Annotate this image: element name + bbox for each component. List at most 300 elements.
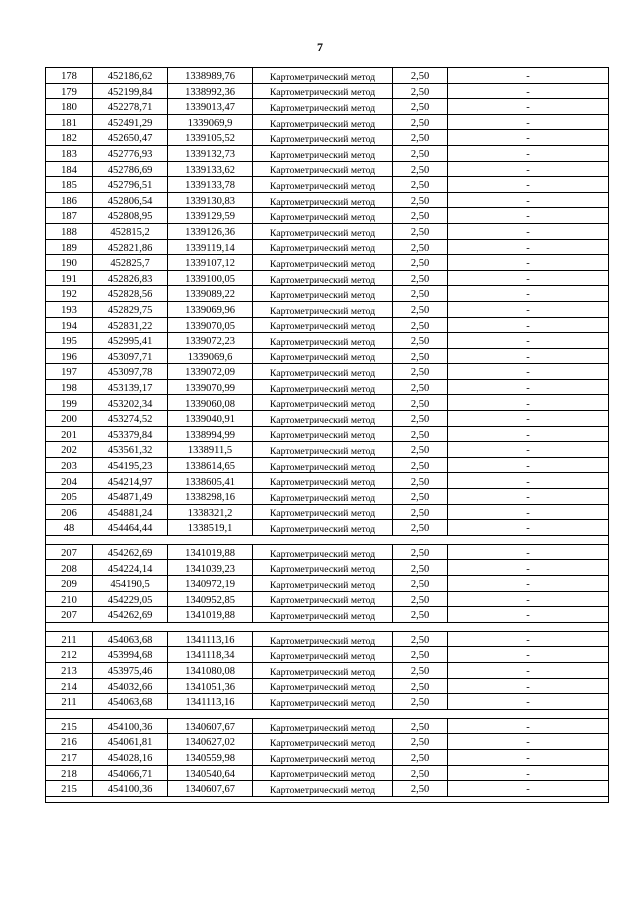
- table-row: [46, 83, 609, 99]
- point-number-cell: 194: [46, 317, 93, 333]
- method-cell: Картометрический метод: [253, 114, 393, 130]
- point-number-cell: 206: [46, 504, 93, 520]
- coordinates-table-body: [46, 68, 609, 803]
- x-coordinate-cell: 453274,52: [93, 411, 168, 427]
- precision-cell: 2,50: [393, 749, 448, 765]
- x-coordinate-cell: 452650,47: [93, 130, 168, 146]
- method-cell: Картометрический метод: [253, 607, 393, 623]
- y-coordinate-cell: 1339072,09: [168, 364, 253, 380]
- point-number-cell: 199: [46, 395, 93, 411]
- description-cell: -: [448, 270, 609, 286]
- block-separator-row: [46, 622, 609, 631]
- method-cell: Картометрический метод: [253, 411, 393, 427]
- description-cell: -: [448, 560, 609, 576]
- description-cell: -: [448, 239, 609, 255]
- precision-cell: 2,50: [393, 114, 448, 130]
- description-cell: -: [448, 544, 609, 560]
- description-cell: -: [448, 426, 609, 442]
- y-coordinate-cell: 1339040,91: [168, 411, 253, 427]
- x-coordinate-cell: 454871,49: [93, 489, 168, 505]
- description-cell: -: [448, 457, 609, 473]
- y-coordinate-cell: 1339133,78: [168, 177, 253, 193]
- y-coordinate-cell: 1339130,83: [168, 192, 253, 208]
- table-row: [46, 504, 609, 520]
- precision-cell: 2,50: [393, 765, 448, 781]
- x-coordinate-cell: 454190,5: [93, 576, 168, 592]
- block-separator-row: [46, 535, 609, 544]
- method-cell: Картометрический метод: [253, 457, 393, 473]
- table-row: [46, 560, 609, 576]
- table-row: [46, 426, 609, 442]
- x-coordinate-cell: 452491,29: [93, 114, 168, 130]
- description-cell: -: [448, 473, 609, 489]
- method-cell: Картометрический метод: [253, 718, 393, 734]
- method-cell: Картометрический метод: [253, 734, 393, 750]
- x-coordinate-cell: 453561,32: [93, 442, 168, 458]
- x-coordinate-cell: 453139,17: [93, 379, 168, 395]
- table-row: [46, 286, 609, 302]
- precision-cell: 2,50: [393, 781, 448, 797]
- x-coordinate-cell: 454262,69: [93, 544, 168, 560]
- method-cell: Картометрический метод: [253, 255, 393, 271]
- x-coordinate-cell: 452796,51: [93, 177, 168, 193]
- description-cell: -: [448, 223, 609, 239]
- method-cell: Картометрический метод: [253, 348, 393, 364]
- description-cell: -: [448, 83, 609, 99]
- precision-cell: 2,50: [393, 83, 448, 99]
- precision-cell: 2,50: [393, 591, 448, 607]
- table-row: [46, 68, 609, 84]
- point-number-cell: 198: [46, 379, 93, 395]
- method-cell: Картометрический метод: [253, 781, 393, 797]
- precision-cell: 2,50: [393, 489, 448, 505]
- x-coordinate-cell: 454063,68: [93, 694, 168, 710]
- table-end-row: [46, 796, 609, 802]
- table-row: [46, 473, 609, 489]
- point-number-cell: 204: [46, 473, 93, 489]
- table-row: [46, 145, 609, 161]
- table-end-cell: [46, 796, 609, 802]
- y-coordinate-cell: 1339126,36: [168, 223, 253, 239]
- x-coordinate-cell: 454224,14: [93, 560, 168, 576]
- point-number-cell: 207: [46, 607, 93, 623]
- precision-cell: 2,50: [393, 145, 448, 161]
- x-coordinate-cell: 454100,36: [93, 718, 168, 734]
- y-coordinate-cell: 1339013,47: [168, 99, 253, 115]
- point-number-cell: 197: [46, 364, 93, 380]
- y-coordinate-cell: 1339069,9: [168, 114, 253, 130]
- description-cell: -: [448, 68, 609, 84]
- table-row: [46, 333, 609, 349]
- table-row: [46, 544, 609, 560]
- y-coordinate-cell: 1338519,1: [168, 520, 253, 536]
- table-row: [46, 734, 609, 750]
- precision-cell: 2,50: [393, 348, 448, 364]
- description-cell: -: [448, 395, 609, 411]
- method-cell: Картометрический метод: [253, 177, 393, 193]
- x-coordinate-cell: 454464,44: [93, 520, 168, 536]
- precision-cell: 2,50: [393, 718, 448, 734]
- description-cell: -: [448, 114, 609, 130]
- point-number-cell: 201: [46, 426, 93, 442]
- point-number-cell: 193: [46, 301, 93, 317]
- separator-cell: [46, 622, 609, 631]
- method-cell: Картометрический метод: [253, 161, 393, 177]
- table-row: [46, 631, 609, 647]
- description-cell: -: [448, 411, 609, 427]
- method-cell: Картометрический метод: [253, 364, 393, 380]
- precision-cell: 2,50: [393, 734, 448, 750]
- y-coordinate-cell: 1340559,98: [168, 749, 253, 765]
- y-coordinate-cell: 1339060,08: [168, 395, 253, 411]
- x-coordinate-cell: 454032,66: [93, 678, 168, 694]
- precision-cell: 2,50: [393, 255, 448, 271]
- y-coordinate-cell: 1341051,36: [168, 678, 253, 694]
- y-coordinate-cell: 1339072,23: [168, 333, 253, 349]
- method-cell: Картометрический метод: [253, 395, 393, 411]
- point-number-cell: 218: [46, 765, 93, 781]
- method-cell: Картометрический метод: [253, 442, 393, 458]
- x-coordinate-cell: 452806,54: [93, 192, 168, 208]
- method-cell: Картометрический метод: [253, 301, 393, 317]
- y-coordinate-cell: 1341113,16: [168, 694, 253, 710]
- point-number-cell: 207: [46, 544, 93, 560]
- method-cell: Картометрический метод: [253, 286, 393, 302]
- table-row: [46, 177, 609, 193]
- y-coordinate-cell: 1338911,5: [168, 442, 253, 458]
- x-coordinate-cell: 454063,68: [93, 631, 168, 647]
- description-cell: -: [448, 317, 609, 333]
- method-cell: Картометрический метод: [253, 662, 393, 678]
- description-cell: -: [448, 286, 609, 302]
- point-number-cell: 215: [46, 718, 93, 734]
- point-number-cell: 212: [46, 647, 93, 663]
- method-cell: Картометрический метод: [253, 489, 393, 505]
- description-cell: -: [448, 749, 609, 765]
- point-number-cell: 195: [46, 333, 93, 349]
- description-cell: -: [448, 379, 609, 395]
- point-number-cell: 178: [46, 68, 93, 84]
- precision-cell: 2,50: [393, 457, 448, 473]
- x-coordinate-cell: 452808,95: [93, 208, 168, 224]
- table-row: [46, 208, 609, 224]
- x-coordinate-cell: 454229,05: [93, 591, 168, 607]
- x-coordinate-cell: 454195,23: [93, 457, 168, 473]
- y-coordinate-cell: 1340607,67: [168, 781, 253, 797]
- table-row: [46, 520, 609, 536]
- description-cell: -: [448, 607, 609, 623]
- y-coordinate-cell: 1341080,08: [168, 662, 253, 678]
- point-number-cell: 192: [46, 286, 93, 302]
- method-cell: Картометрический метод: [253, 647, 393, 663]
- point-number-cell: 191: [46, 270, 93, 286]
- method-cell: Картометрический метод: [253, 83, 393, 99]
- description-cell: -: [448, 520, 609, 536]
- precision-cell: 2,50: [393, 426, 448, 442]
- x-coordinate-cell: 454262,69: [93, 607, 168, 623]
- point-number-cell: 211: [46, 694, 93, 710]
- table-row: [46, 114, 609, 130]
- point-number-cell: 179: [46, 83, 93, 99]
- y-coordinate-cell: 1339119,14: [168, 239, 253, 255]
- point-number-cell: 183: [46, 145, 93, 161]
- x-coordinate-cell: 454066,71: [93, 765, 168, 781]
- point-number-cell: 180: [46, 99, 93, 115]
- y-coordinate-cell: 1339070,05: [168, 317, 253, 333]
- point-number-cell: 208: [46, 560, 93, 576]
- x-coordinate-cell: 454881,24: [93, 504, 168, 520]
- precision-cell: 2,50: [393, 647, 448, 663]
- description-cell: -: [448, 647, 609, 663]
- y-coordinate-cell: 1338994,99: [168, 426, 253, 442]
- precision-cell: 2,50: [393, 270, 448, 286]
- precision-cell: 2,50: [393, 317, 448, 333]
- method-cell: Картометрический метод: [253, 591, 393, 607]
- description-cell: -: [448, 192, 609, 208]
- point-number-cell: 203: [46, 457, 93, 473]
- point-number-cell: 190: [46, 255, 93, 271]
- method-cell: Картометрический метод: [253, 749, 393, 765]
- y-coordinate-cell: 1338321,2: [168, 504, 253, 520]
- precision-cell: 2,50: [393, 99, 448, 115]
- table-row: [46, 239, 609, 255]
- coordinates-table: [45, 67, 609, 803]
- point-number-cell: 200: [46, 411, 93, 427]
- point-number-cell: 205: [46, 489, 93, 505]
- description-cell: -: [448, 364, 609, 380]
- point-number-cell: 211: [46, 631, 93, 647]
- description-cell: -: [448, 177, 609, 193]
- x-coordinate-cell: 452815,2: [93, 223, 168, 239]
- method-cell: Картометрический метод: [253, 765, 393, 781]
- method-cell: Картометрический метод: [253, 544, 393, 560]
- precision-cell: 2,50: [393, 631, 448, 647]
- table-row: [46, 270, 609, 286]
- x-coordinate-cell: 453202,34: [93, 395, 168, 411]
- description-cell: -: [448, 694, 609, 710]
- method-cell: Картометрический метод: [253, 99, 393, 115]
- x-coordinate-cell: 452826,83: [93, 270, 168, 286]
- point-number-cell: 188: [46, 223, 93, 239]
- description-cell: -: [448, 99, 609, 115]
- description-cell: -: [448, 678, 609, 694]
- method-cell: Картометрический метод: [253, 130, 393, 146]
- method-cell: Картометрический метод: [253, 379, 393, 395]
- method-cell: Картометрический метод: [253, 631, 393, 647]
- table-row: [46, 364, 609, 380]
- point-number-cell: 217: [46, 749, 93, 765]
- table-row: [46, 442, 609, 458]
- description-cell: -: [448, 161, 609, 177]
- y-coordinate-cell: 1338614,65: [168, 457, 253, 473]
- y-coordinate-cell: 1339069,96: [168, 301, 253, 317]
- description-cell: -: [448, 301, 609, 317]
- precision-cell: 2,50: [393, 678, 448, 694]
- description-cell: -: [448, 333, 609, 349]
- point-number-cell: 182: [46, 130, 93, 146]
- x-coordinate-cell: 454214,97: [93, 473, 168, 489]
- table-row: [46, 130, 609, 146]
- precision-cell: 2,50: [393, 694, 448, 710]
- precision-cell: 2,50: [393, 544, 448, 560]
- table-row: [46, 301, 609, 317]
- method-cell: Картометрический метод: [253, 576, 393, 592]
- description-cell: -: [448, 781, 609, 797]
- separator-cell: [46, 709, 609, 718]
- table-row: [46, 255, 609, 271]
- y-coordinate-cell: 1338992,36: [168, 83, 253, 99]
- x-coordinate-cell: 454061,81: [93, 734, 168, 750]
- precision-cell: 2,50: [393, 177, 448, 193]
- method-cell: Картометрический метод: [253, 426, 393, 442]
- point-number-cell: 196: [46, 348, 93, 364]
- table-row: [46, 607, 609, 623]
- x-coordinate-cell: 452786,69: [93, 161, 168, 177]
- table-row: [46, 718, 609, 734]
- y-coordinate-cell: 1339107,12: [168, 255, 253, 271]
- x-coordinate-cell: 452776,93: [93, 145, 168, 161]
- point-number-cell: 185: [46, 177, 93, 193]
- y-coordinate-cell: 1339132,73: [168, 145, 253, 161]
- y-coordinate-cell: 1340627,02: [168, 734, 253, 750]
- precision-cell: 2,50: [393, 411, 448, 427]
- point-number-cell: 48: [46, 520, 93, 536]
- table-row: [46, 99, 609, 115]
- y-coordinate-cell: 1339129,59: [168, 208, 253, 224]
- table-row: [46, 678, 609, 694]
- x-coordinate-cell: 452828,56: [93, 286, 168, 302]
- description-cell: -: [448, 145, 609, 161]
- method-cell: Картометрический метод: [253, 473, 393, 489]
- method-cell: Картометрический метод: [253, 223, 393, 239]
- precision-cell: 2,50: [393, 395, 448, 411]
- table-row: [46, 576, 609, 592]
- table-row: [46, 647, 609, 663]
- y-coordinate-cell: 1339070,99: [168, 379, 253, 395]
- precision-cell: 2,50: [393, 364, 448, 380]
- x-coordinate-cell: 453975,46: [93, 662, 168, 678]
- y-coordinate-cell: 1339105,52: [168, 130, 253, 146]
- y-coordinate-cell: 1339133,62: [168, 161, 253, 177]
- y-coordinate-cell: 1341039,23: [168, 560, 253, 576]
- precision-cell: 2,50: [393, 662, 448, 678]
- x-coordinate-cell: 453097,78: [93, 364, 168, 380]
- table-row: [46, 591, 609, 607]
- table-row: [46, 749, 609, 765]
- table-row: [46, 765, 609, 781]
- table-row: [46, 662, 609, 678]
- description-cell: -: [448, 130, 609, 146]
- y-coordinate-cell: 1341118,34: [168, 647, 253, 663]
- table-row: [46, 192, 609, 208]
- page-number: 7: [317, 40, 323, 54]
- table-row: [46, 395, 609, 411]
- point-number-cell: 181: [46, 114, 93, 130]
- method-cell: Картометрический метод: [253, 504, 393, 520]
- separator-cell: [46, 535, 609, 544]
- precision-cell: 2,50: [393, 192, 448, 208]
- y-coordinate-cell: 1339089,22: [168, 286, 253, 302]
- description-cell: -: [448, 662, 609, 678]
- x-coordinate-cell: 454028,16: [93, 749, 168, 765]
- description-cell: -: [448, 591, 609, 607]
- point-number-cell: 187: [46, 208, 93, 224]
- x-coordinate-cell: 453994,68: [93, 647, 168, 663]
- y-coordinate-cell: 1340952,85: [168, 591, 253, 607]
- precision-cell: 2,50: [393, 239, 448, 255]
- method-cell: Картометрический метод: [253, 694, 393, 710]
- description-cell: -: [448, 348, 609, 364]
- method-cell: Картометрический метод: [253, 270, 393, 286]
- x-coordinate-cell: 452821,86: [93, 239, 168, 255]
- precision-cell: 2,50: [393, 379, 448, 395]
- description-cell: -: [448, 765, 609, 781]
- table-row: [46, 317, 609, 333]
- x-coordinate-cell: 453379,84: [93, 426, 168, 442]
- x-coordinate-cell: 452995,41: [93, 333, 168, 349]
- table-row: [46, 694, 609, 710]
- method-cell: Картометрический метод: [253, 68, 393, 84]
- description-cell: -: [448, 442, 609, 458]
- precision-cell: 2,50: [393, 333, 448, 349]
- x-coordinate-cell: 452831,22: [93, 317, 168, 333]
- precision-cell: 2,50: [393, 130, 448, 146]
- point-number-cell: 214: [46, 678, 93, 694]
- y-coordinate-cell: 1340540,64: [168, 765, 253, 781]
- table-row: [46, 781, 609, 797]
- description-cell: -: [448, 208, 609, 224]
- x-coordinate-cell: 454100,36: [93, 781, 168, 797]
- point-number-cell: 189: [46, 239, 93, 255]
- method-cell: Картометрический метод: [253, 239, 393, 255]
- point-number-cell: 216: [46, 734, 93, 750]
- precision-cell: 2,50: [393, 286, 448, 302]
- y-coordinate-cell: 1338298,16: [168, 489, 253, 505]
- y-coordinate-cell: 1338605,41: [168, 473, 253, 489]
- y-coordinate-cell: 1339100,05: [168, 270, 253, 286]
- precision-cell: 2,50: [393, 576, 448, 592]
- table-row: [46, 379, 609, 395]
- description-cell: -: [448, 255, 609, 271]
- precision-cell: 2,50: [393, 442, 448, 458]
- y-coordinate-cell: 1340607,67: [168, 718, 253, 734]
- method-cell: Картометрический метод: [253, 145, 393, 161]
- method-cell: Картометрический метод: [253, 678, 393, 694]
- y-coordinate-cell: 1338989,76: [168, 68, 253, 84]
- description-cell: -: [448, 576, 609, 592]
- point-number-cell: 184: [46, 161, 93, 177]
- x-coordinate-cell: 452186,62: [93, 68, 168, 84]
- precision-cell: 2,50: [393, 473, 448, 489]
- point-number-cell: 215: [46, 781, 93, 797]
- table-row: [46, 457, 609, 473]
- description-cell: -: [448, 489, 609, 505]
- description-cell: -: [448, 718, 609, 734]
- precision-cell: 2,50: [393, 223, 448, 239]
- y-coordinate-cell: 1341019,88: [168, 544, 253, 560]
- method-cell: Картометрический метод: [253, 560, 393, 576]
- method-cell: Картометрический метод: [253, 192, 393, 208]
- description-cell: -: [448, 631, 609, 647]
- x-coordinate-cell: 452278,71: [93, 99, 168, 115]
- point-number-cell: 210: [46, 591, 93, 607]
- precision-cell: 2,50: [393, 161, 448, 177]
- x-coordinate-cell: 452825,7: [93, 255, 168, 271]
- method-cell: Картометрический метод: [253, 317, 393, 333]
- x-coordinate-cell: 453097,71: [93, 348, 168, 364]
- precision-cell: 2,50: [393, 560, 448, 576]
- precision-cell: 2,50: [393, 208, 448, 224]
